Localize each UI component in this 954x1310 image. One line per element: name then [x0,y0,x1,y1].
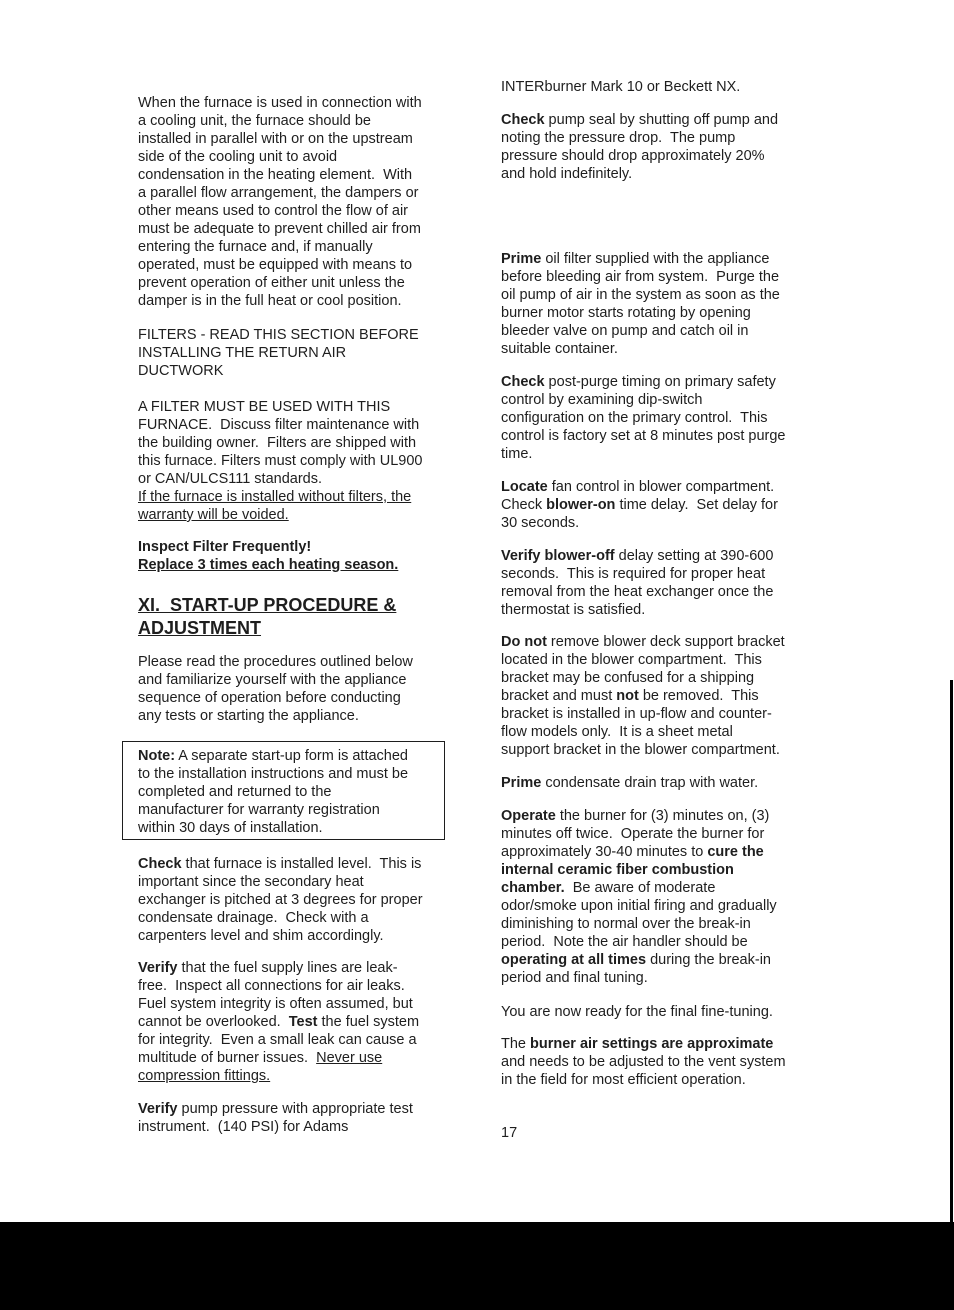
bracket-warning-step [501,633,785,759]
text-run: during the break-in period and final tuning. [501,952,771,986]
cooling-unit-paragraph [138,94,422,310]
underlined-text-run: If the furnace is installed without filters, the warranty will be voided. [138,489,412,523]
text-run: A separate start-up form is attached to the installation instructions and must be completed and returned to the manufacturer for warranty registration within 30 days of installation. [138,748,409,836]
emphasis-text-run: Prime [501,251,542,267]
emphasis-text-run: cure the internal ceramic fiber combustion chamber. [501,844,764,896]
emphasis-text-run: operating at all times [501,952,647,968]
text-run: be removed. This bracket is installed in up-flow and counter- flow models only. It is a sheet metal support bracket in the blower compartment. [501,688,780,758]
intro-paragraph [138,653,413,725]
scan-border-band [0,1222,954,1310]
burner-models-line [501,78,740,96]
text-run: time delay. Set delay for 30 seconds. [501,497,778,531]
emphasis-text-run: Operate [501,808,556,824]
text-run: post-purge timing on primary safety control by examining dip-switch configuration on the primary control. This control is factory set at 8 minutes post purge time. [501,374,786,462]
text-run: Please read the procedures outlined below and familiarize yourself with the appliance sequence of operation before conducting any tests or starting the appliance. [138,654,413,724]
verify-blower-off-step [501,547,773,619]
text-run: pump pressure with appropriate test instrument. (140 PSI) for Adams [138,1101,413,1135]
text-run: that the fuel supply lines are leak- free. Inspect all connections for air leaks. Fuel system integrity is often assumed, but cannot be overlooked. [138,960,413,1030]
emphasis-text-run: Check [138,856,182,872]
emphasis-text-run: Replace 3 times each heating season. [138,557,399,573]
note-text [138,747,408,837]
note-box [122,741,445,840]
text-run: delay setting at 390-600 seconds. This is required for proper heat removal from the heat exchanger once the thermostat is satisfied. [501,548,774,618]
air-settings-note [501,1035,786,1089]
verify-pump-pressure-step [138,1100,413,1136]
text-run: INTERburner Mark 10 or Beckett NX. [501,79,741,95]
text-run: FILTERS - READ THIS SECTION BEFORE INSTALLING THE RETURN AIR DUCTWORK [138,327,419,379]
emphasis-text-run: Check [501,112,545,128]
text-run: You are now ready for the final fine-tuning. [501,1004,773,1020]
emphasis-text-run: Inspect Filter Frequently! [138,539,312,555]
verify-fuel-lines-step [138,959,419,1085]
text-run: condensate drain trap with water. [541,775,759,791]
filter-inspection-notice [138,538,398,574]
text-run: the fuel system for integrity. Even a small leak can cause a multitude of burner issues. [138,1014,420,1066]
emphasis-text-run: burner air settings are approximate [530,1036,774,1052]
text-run: The [501,1036,531,1052]
emphasis-text-run: Verify [138,1101,178,1117]
filters-section-heading [138,326,419,380]
text-run: When the furnace is used in connection with a cooling unit, the furnace should be installed in parallel with or on the upstream side of the cooling unit to avoid condensation in the heating element. With a parallel flow arrangement, the dampers or other means used to control the flow of air must be adequate to prevent chilled air from entering the furnace and, if manually operated, must be equipped with means to prevent operation of either unit unless the damper is in the full heat or cool position. [138,95,422,309]
emphasis-text-run: Check [501,374,545,390]
filter-requirement-paragraph [138,398,422,524]
text-run: and needs to be adjusted to the vent system in the field for most efficient operation. [501,1054,786,1088]
text-run: pump seal by shutting off pump and noting the pressure drop. The pump pressure should drop approximately 20% and hold indefinitely. [501,112,779,182]
operate-burner-step [501,807,777,987]
ready-note [501,1003,773,1021]
locate-fan-control-step [501,478,778,532]
emphasis-text-run: Verify blower-off [501,548,615,564]
emphasis-text-run: Verify [138,960,178,976]
underlined-text-run: Never use compression fittings. [138,1050,383,1084]
check-level-step [138,855,423,945]
underlined-text-run: XI. START-UP PROCEDURE & ADJUSTMENT [138,595,397,638]
text-run: A FILTER MUST BE USED WITH THIS FURNACE. Discuss filter maintenance with the building owner. Filters are shipped with this furnace. Filters must comply with UL900 or CAN/ULCS111 standards. [138,399,423,487]
check-post-purge-step [501,373,786,463]
text-run: remove blower deck support bracket located in the blower compartment. This bracket may be confused for a shipping bracket and must [501,634,785,704]
scan-edge-line [950,680,953,1222]
text-run: oil filter supplied with the appliance before bleeding air from system. Purge the oil pump of air in the system as soon as the burner motor starts rotating by opening bleeder valve on pump and catch oil in suitable container. [501,251,780,357]
emphasis-text-run: Note: [138,748,176,764]
emphasis-text-run: Test [288,1014,318,1030]
emphasis-text-run: not [616,688,639,704]
emphasis-text-run: Prime [501,775,542,791]
prime-oil-filter-step [501,250,780,358]
section-heading [138,594,396,640]
emphasis-text-run: Do not [501,634,547,650]
text-run: that furnace is installed level. This is important since the secondary heat exchanger is pitched at 3 degrees for proper condensate drainage. Check with a carpenters level and shim accordingly. [138,856,423,944]
emphasis-text-run: blower-on [546,497,616,513]
text-run: fan control in blower compartment. Check [501,479,775,513]
emphasis-text-run: Locate [501,479,548,495]
prime-drain-trap-step [501,774,758,792]
text-run: Be aware of moderate odor/smoke upon initial firing and gradually diminishing to normal over the break-in period. Note the air handler should be [501,880,777,950]
text-run: the burner for (3) minutes on, (3) minutes off twice. Operate the burner for approximately 30-40 minutes to [501,808,770,860]
page-number: 17 [501,1125,518,1141]
check-pump-seal-step [501,111,778,183]
